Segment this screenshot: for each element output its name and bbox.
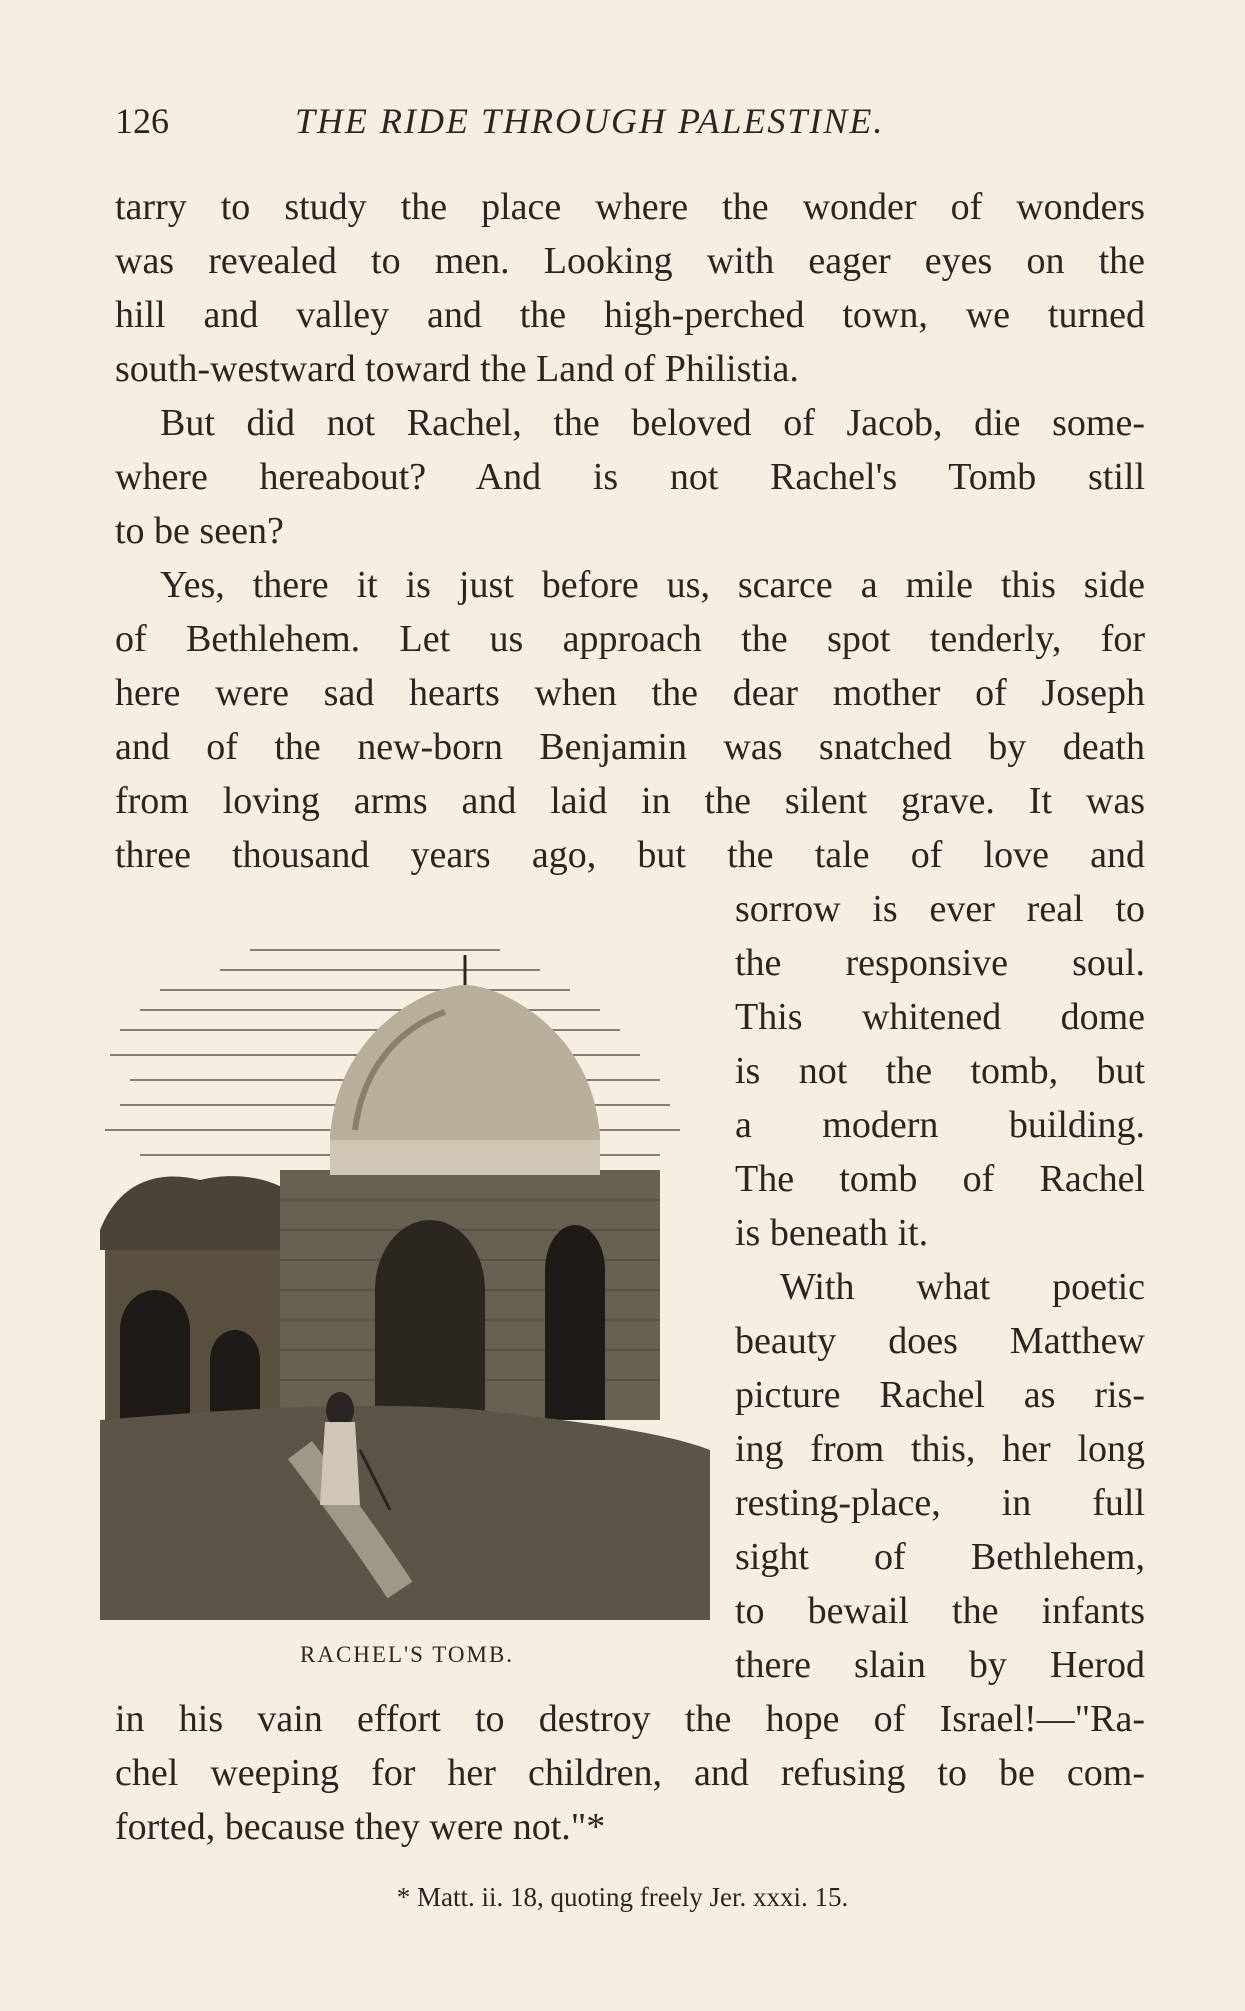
figure-caption: RACHEL'S TOMB. [300, 1642, 515, 1667]
text-line: chel weeping for her children, and refusing to be com- [115, 1752, 1145, 1794]
text-line: sight of Bethlehem, [735, 1536, 1145, 1578]
page-number: 126 [115, 101, 169, 141]
footnote: * Matt. ii. 18, quoting freely Jer. xxxi. 15. [396, 1882, 849, 1912]
text-line: is beneath it. [735, 1212, 929, 1254]
text-line: the responsive soul. [735, 942, 1145, 984]
text-line: resting-place, in full [735, 1482, 1145, 1524]
text-line: This whitened dome [735, 996, 1145, 1038]
text-line: is not the tomb, but [735, 1050, 1145, 1092]
text-line: beauty does Matthew [735, 1320, 1145, 1362]
text-line: forted, because they were not."* [115, 1806, 606, 1848]
text-line: where hereabout? And is not Rachel's Tomb still [115, 456, 1145, 498]
text-line: here were sad hearts when the dear mother of Joseph [115, 672, 1145, 714]
text-line: But did not Rachel, the beloved of Jacob, die some- [160, 402, 1145, 444]
text-line: south-westward toward the Land of Philistia. [115, 348, 799, 390]
text-line: and of the new-born Benjamin was snatched by death [115, 726, 1145, 768]
text-line: With what poetic [780, 1266, 1145, 1308]
text-line: three thousand years ago, but the tale of love and [115, 834, 1145, 876]
text-line: Yes, there it is just before us, scarce a mile this side [160, 564, 1145, 606]
text-line: tarry to study the place where the wonder of wonders [115, 186, 1145, 228]
text-line: sorrow is ever real to [735, 888, 1145, 930]
text-line: from loving arms and laid in the silent grave. It was [115, 780, 1145, 822]
engraving-rachels-tomb [100, 930, 710, 1620]
text-line: a modern building. [735, 1104, 1145, 1146]
running-title: THE RIDE THROUGH PALESTINE. [295, 101, 885, 141]
text-line: ing from this, her long [735, 1428, 1145, 1470]
text-line: in his vain effort to destroy the hope of Israel!—"Ra- [115, 1698, 1145, 1740]
text-line: picture Rachel as ris- [735, 1374, 1145, 1416]
text-line: of Bethlehem. Let us approach the spot tenderly, for [115, 618, 1145, 660]
text-line: to be seen? [115, 510, 284, 552]
text-line: The tomb of Rachel [735, 1158, 1145, 1200]
text-line: hill and valley and the high-perched town, we turned [115, 294, 1145, 336]
text-line: to bewail the infants [735, 1590, 1145, 1632]
text-line: was revealed to men. Looking with eager eyes on the [115, 240, 1145, 282]
text-line: there slain by Herod [735, 1644, 1145, 1686]
